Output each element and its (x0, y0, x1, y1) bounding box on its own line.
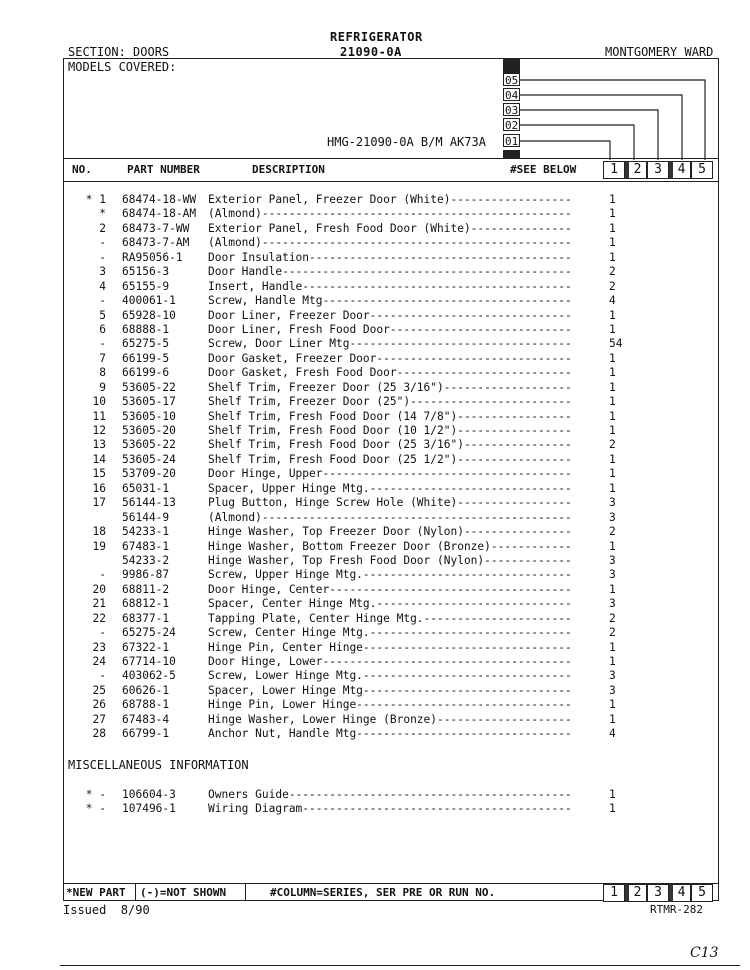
quantity: 1 (609, 380, 616, 394)
part-number: 400061-1 (122, 294, 176, 308)
model-text: HMG-21090-0A B/M AK73A (327, 135, 486, 149)
document-code: RTMR-282 (650, 903, 703, 916)
footer-series-1: 1 (603, 884, 625, 902)
footer-series-2: 2 (625, 884, 647, 902)
item-number: 28 (92, 727, 106, 741)
quantity: 3 (609, 510, 616, 524)
part-description: Shelf Trim, Freezer Door (25")------------------------ (208, 395, 572, 409)
part-number: 53709-20 (122, 467, 176, 481)
part-number: 56144-9 (122, 510, 170, 524)
footer-series-3: 3 (647, 884, 669, 902)
item-number: 10 (92, 395, 106, 409)
part-description: Door Hinge, Lower------------------------------------- (208, 655, 572, 668)
quantity: 1 (609, 698, 616, 712)
document-title (330, 30, 423, 44)
part-description: Screw, Center Hinge Mtg.------------------------------ (208, 626, 572, 640)
part-description: Door Handle------------------------------------------- (208, 265, 572, 279)
part-number: 53605-24 (122, 452, 176, 466)
quantity: 2 (609, 525, 616, 539)
part-description: Exterior Panel, Fresh Food Door (White)--------------- (208, 221, 572, 235)
part-number: 106604-3 (122, 788, 176, 801)
item-number: 17 (92, 496, 106, 510)
part-description: Shelf Trim, Fresh Food Door (25 1/2")----------------- (208, 452, 572, 466)
part-description: Door Insulation--------------------------------------- (208, 250, 572, 264)
part-number: 53605-22 (122, 380, 176, 394)
legend-new-part: *NEW PART (66, 886, 126, 899)
quantity: 2 (609, 611, 616, 625)
item-number: 14 (92, 452, 106, 466)
item-number: 25 (92, 683, 106, 697)
quantity: 1 (609, 788, 616, 801)
item-number: 12 (92, 424, 106, 437)
part-number: 65275-24 (122, 626, 176, 640)
part-number: 65155-9 (122, 279, 170, 293)
part-number: 65928-10 (122, 308, 176, 322)
quantity: 1 (609, 351, 616, 365)
part-description: Screw, Handle Mtg------------------------------------- (208, 294, 572, 308)
part-number: 65156-3 (122, 265, 170, 279)
quantity: 4 (609, 727, 616, 741)
series-label-04: 04 (505, 89, 519, 102)
part-description: Hinge Washer, Top Freezer Door (Nylon)---------------- (208, 525, 572, 539)
item-number: 11 (92, 409, 106, 423)
part-description: Anchor Nut, Handle Mtg-------------------------------- (208, 727, 572, 741)
quantity: 1 (609, 424, 616, 437)
part-description: Insert, Handle---------------------------------------- (208, 279, 572, 293)
part-description: Plug Button, Hinge Screw Hole (White)----------------- (208, 496, 572, 510)
part-number: 68474-18-WW (122, 193, 197, 206)
series-col-1: 1 (603, 161, 625, 179)
part-description: Hinge Washer, Top Fresh Food Door (Nylon)------------- (208, 553, 572, 567)
item-number: 23 (92, 640, 106, 654)
col-see-below-header: #SEE BELOW (510, 163, 577, 176)
quantity: 2 (609, 438, 616, 452)
item-number: - (99, 669, 106, 683)
part-description: Door Liner, Fresh Food Door--------------------------- (208, 322, 572, 336)
item-number: 18 (92, 525, 106, 539)
series-col-3: 3 (647, 161, 669, 179)
item-number: - (99, 626, 106, 640)
quantity: 1 (609, 467, 616, 481)
series-connector-lines (520, 70, 720, 165)
quantity: 3 (609, 683, 616, 697)
part-number: 53605-10 (122, 409, 176, 423)
part-description: Screw, Door Liner Mtg--------------------------------- (208, 337, 572, 351)
item-number: 15 (92, 467, 106, 481)
part-number: 66799-1 (122, 727, 170, 741)
part-number: 68473-7-WW (122, 221, 190, 235)
part-number: 68474-18-AM (122, 207, 197, 221)
item-number: - (99, 236, 106, 250)
page-bottom-rule (60, 965, 740, 966)
item-number: 7 (99, 351, 106, 365)
part-number: 53605-20 (122, 424, 176, 437)
quantity: 4 (609, 294, 616, 308)
item-number: 16 (92, 481, 106, 495)
part-number: 56144-13 (122, 496, 176, 510)
part-number: 54233-1 (122, 525, 170, 539)
item-number: 27 (92, 712, 106, 726)
series-col-2: 2 (625, 161, 647, 179)
item-number: 8 (99, 366, 106, 380)
part-description: Hinge Pin, Lower Hinge-------------------------------- (208, 698, 572, 712)
quantity: 1 (609, 395, 616, 409)
quantity: 1 (609, 221, 616, 235)
item-number: 6 (99, 322, 106, 336)
part-description: Exterior Panel, Freezer Door (White)------------------ (208, 193, 572, 206)
quantity: 2 (609, 626, 616, 640)
item-number: * - (85, 802, 106, 816)
part-number: 67714-10 (122, 655, 176, 668)
col-part-number-header: PART NUMBER (127, 163, 200, 176)
title-line-1: REFRIGERATOR (330, 30, 423, 44)
item-number: 24 (92, 655, 106, 668)
series-bar-bottom (503, 150, 520, 158)
part-description: (Almond)---------------------------------------------- (208, 207, 572, 221)
quantity: 1 (609, 452, 616, 466)
part-description: Shelf Trim, Freezer Door (25 3/16")------------------- (208, 380, 572, 394)
item-number: 26 (92, 698, 106, 712)
part-number: 9986-87 (122, 568, 170, 582)
part-description: Wiring Diagram---------------------------------------- (208, 802, 572, 816)
part-description: Door Gasket, Fresh Food Door-------------------------- (208, 366, 572, 380)
quantity: 1 (609, 322, 616, 336)
part-number: 68888-1 (122, 322, 170, 336)
quantity: 1 (609, 366, 616, 380)
quantity: 3 (609, 568, 616, 582)
part-number: 67483-1 (122, 539, 170, 553)
quantity: 2 (609, 279, 616, 293)
part-description: Hinge Washer, Bottom Freezer Door (Bronze)------------ (208, 539, 572, 553)
series-label-03: 03 (505, 104, 519, 117)
item-number: * - (85, 788, 106, 801)
handwritten-note: C13 (690, 945, 719, 961)
footer-series-5: 5 (691, 884, 713, 902)
col-description-header: DESCRIPTION (252, 163, 325, 176)
misc-info-label: MISCELLANEOUS INFORMATION (68, 758, 249, 772)
part-description: Shelf Trim, Fresh Food Door (14 7/8")----------------- (208, 409, 572, 423)
part-description: Door Hinge, Center------------------------------------ (208, 582, 572, 596)
item-number: 2 (99, 221, 106, 235)
part-number: 68811-2 (122, 582, 170, 596)
part-number: 65031-1 (122, 481, 170, 495)
part-description: (Almond)---------------------------------------------- (208, 510, 572, 524)
quantity: 1 (609, 802, 616, 816)
series-column-boxes (603, 161, 713, 179)
part-description: Screw, Lower Hinge Mtg.------------------------------- (208, 669, 572, 683)
part-description: (Almond)---------------------------------------------- (208, 236, 572, 250)
model-number-title: 21090-0A (340, 45, 402, 59)
part-description: Door Liner, Freezer Door------------------------------ (208, 308, 572, 322)
part-description: Screw, Upper Hinge Mtg.------------------------------- (208, 568, 572, 582)
issued-date: Issued 8/90 (63, 903, 150, 917)
part-description: Hinge Pin, Center Hinge------------------------------- (208, 640, 572, 654)
quantity: 1 (609, 409, 616, 423)
section-label: SECTION: DOORS (68, 45, 170, 59)
quantity: 1 (609, 582, 616, 596)
part-description: Tapping Plate, Center Hinge Mtg.---------------------- (208, 611, 572, 625)
quantity: 2 (609, 265, 616, 279)
item-number: 9 (99, 380, 106, 394)
series-label-05: 05 (505, 74, 519, 87)
item-number: - (99, 250, 106, 264)
part-description: Shelf Trim, Fresh Food Door (10 1/2")----------------- (208, 424, 572, 437)
item-number: 13 (92, 438, 106, 452)
footer-divider (135, 883, 136, 901)
footer-series-boxes (603, 884, 713, 902)
part-description: Spacer, Upper Hinge Mtg.------------------------------ (208, 481, 572, 495)
part-number: 68812-1 (122, 597, 170, 611)
part-number: 67322-1 (122, 640, 170, 654)
part-number: 66199-5 (122, 351, 170, 365)
part-number: 65275-5 (122, 337, 170, 351)
item-number: 3 (99, 265, 106, 279)
quantity: 1 (609, 193, 616, 206)
quantity: 3 (609, 669, 616, 683)
quantity: 54 (609, 337, 623, 351)
part-number: 67483-4 (122, 712, 170, 726)
quantity: 1 (609, 481, 616, 495)
item-number: 21 (92, 597, 106, 611)
brand-name: MONTGOMERY WARD (605, 45, 714, 59)
item-number: 5 (99, 308, 106, 322)
column-header-bottom-rule (63, 181, 719, 182)
series-bar-top (503, 58, 520, 73)
item-number: 20 (92, 582, 106, 596)
item-number: 4 (99, 279, 106, 293)
footer-series-4: 4 (669, 884, 691, 902)
part-description: Hinge Washer, Lower Hinge (Bronze)-------------------- (208, 712, 572, 726)
quantity: 1 (609, 712, 616, 726)
part-number: 53605-22 (122, 438, 176, 452)
part-number: 68377-1 (122, 611, 170, 625)
part-number: 107496-1 (122, 802, 176, 816)
quantity: 1 (609, 655, 616, 668)
item-number: - (99, 337, 106, 351)
quantity: 1 (609, 308, 616, 322)
item-number: 22 (92, 611, 106, 625)
part-number: 53605-17 (122, 395, 176, 409)
quantity: 1 (609, 250, 616, 264)
item-number: * 1 (85, 193, 106, 206)
footer-divider (245, 883, 246, 901)
part-description: Door Hinge, Upper------------------------------------- (208, 467, 572, 481)
part-description: Shelf Trim, Fresh Food Door (25 3/16")---------------- (208, 438, 572, 452)
series-label-01: 01 (505, 135, 519, 148)
item-number: - (99, 294, 106, 308)
part-number: 68473-7-AM (122, 236, 190, 250)
quantity: 1 (609, 539, 616, 553)
models-covered-label: MODELS COVERED: (68, 60, 177, 74)
quantity: 1 (609, 640, 616, 654)
item-number: 19 (92, 539, 106, 553)
series-label-02: 02 (505, 119, 519, 132)
quantity: 3 (609, 553, 616, 567)
legend-column-note: #COLUMN=SERIES, SER PRE OR RUN NO. (270, 886, 496, 899)
quantity: 3 (609, 496, 616, 510)
series-col-5: 5 (691, 161, 713, 179)
part-number: RA95056-1 (122, 250, 183, 264)
part-number: 54233-2 (122, 553, 170, 567)
col-no-header: NO. (72, 163, 92, 176)
part-description: Door Gasket, Freezer Door----------------------------- (208, 351, 572, 365)
part-description: Spacer, Lower Hinge Mtg------------------------------- (208, 683, 572, 697)
column-header-top-rule (63, 158, 719, 159)
item-number: * (99, 207, 106, 221)
quantity: 3 (609, 597, 616, 611)
quantity: 1 (609, 207, 616, 221)
part-number: 66199-6 (122, 366, 170, 380)
part-number: 60626-1 (122, 683, 170, 697)
item-number: - (99, 568, 106, 582)
part-description: Owners Guide------------------------------------------ (208, 788, 572, 801)
quantity: 1 (609, 236, 616, 250)
part-number: 68788-1 (122, 698, 170, 712)
series-col-4: 4 (669, 161, 691, 179)
part-number: 403062-5 (122, 669, 176, 683)
part-description: Spacer, Center Hinge Mtg.----------------------------- (208, 597, 572, 611)
legend-not-shown: (-)=NOT SHOWN (140, 886, 227, 899)
